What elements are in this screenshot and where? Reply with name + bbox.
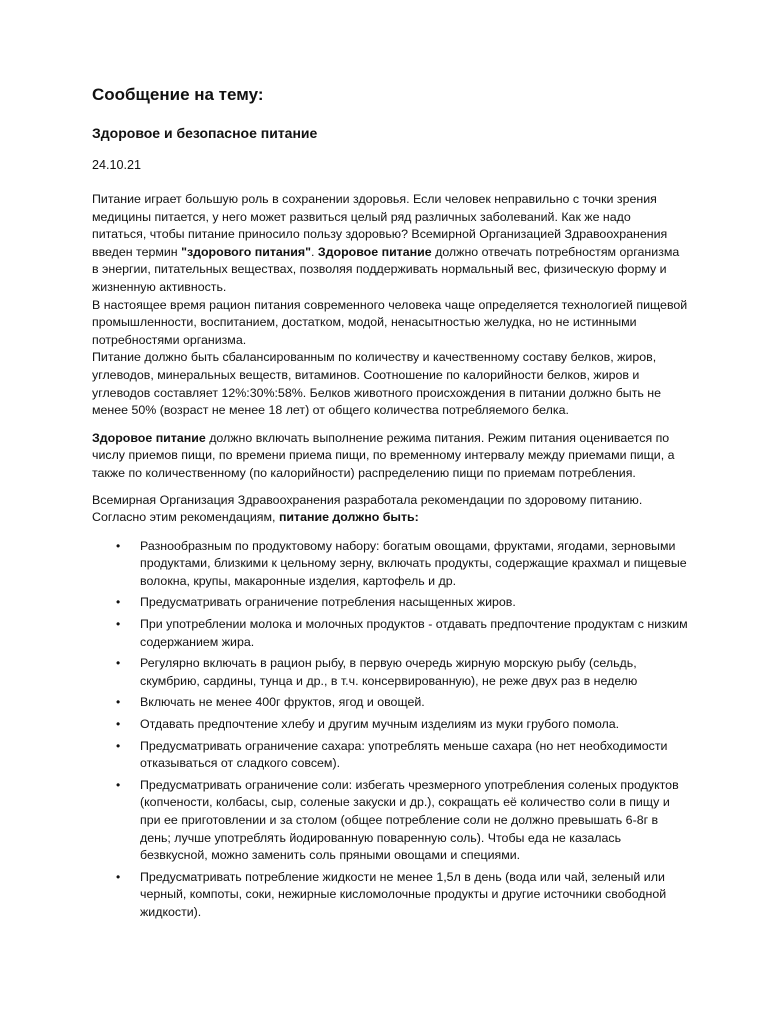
bullet-icon: • (116, 538, 121, 553)
bullet-icon: • (116, 656, 121, 671)
bullet-icon: • (116, 695, 121, 710)
list-item: • Включать не менее 400г фруктов, ягод и овощей. (92, 694, 688, 712)
paragraph-3: Питание должно быть сбалансированным по количеству и качественному составу белков, жиров, углеводов, минеральных веществ, витаминов. Соотношение по калорийности белков, жиров и углеводов составляет 12%:30%:58%. Белков животного происхождения в питании должно быть не менее 50% (возраст не менее 18 лет) от общего количества потребляемого белка. (92, 350, 662, 418)
paragraph-5: Всемирная Организация Здравоохранения разработала рекомендации по здоровому питанию. Согласно этим рекомендациям, питание должно быть: (92, 492, 643, 525)
bullet-icon: • (116, 777, 121, 792)
paragraph-2: В настоящее время рацион питания современного человека чаще определяется технологией пищевой промышленности, воспитанием, достатком, модой, ненасытностью желудка, но не истинными потребностями организма. (92, 297, 688, 347)
document-title: Сообщение на тему: (92, 85, 264, 104)
list-item: • Предусматривать ограничение соли: избегать чрезмерного употребления соленых продуктов (копчености, колбасы, сыр, соленые закуски и др.), сокращать её количество соли в пищу и при ее приготовлении и за столом (общее потребление соли не должно превышать 6-8г в день; лучше употреблять йодированную поваренную соль). Чтобы еда не казалась безвкусной, можно заменить соль пряными овощами и специями. (116, 777, 679, 863)
list-item: • Отдавать предпочтение хлебу и другим мучным изделиям из муки грубого помола. (92, 716, 688, 734)
recommendations-list (92, 538, 688, 922)
document-subtitle: Здоровое и безопасное питание (92, 125, 318, 141)
bullet-icon: • (116, 595, 121, 610)
paragraph-1: Питание играет большую роль в сохранении здоровья. Если человек неправильно с точки зрения медицины питается, у него может развиться целый ряд различных заболеваний. Как же надо питаться, чтобы питание приносило пользу здоровью? Всемирной Организацией Здравоохранения введен термин "здорового питания". Здоровое питание должно отвечать потребностям организма в энергии, питательных веществах, позволяя поддерживать нормальный вес, физическую форму и жизненную активность. (92, 192, 680, 294)
list-item: • Предусматривать ограничение потребления насыщенных жиров. (92, 594, 688, 612)
list-item: • Предусматривать ограничение сахара: употреблять меньше сахара (но нет необходимости отказываться от сладкого совсем). (116, 738, 668, 771)
bullet-icon: • (116, 717, 121, 732)
document-content (92, 84, 688, 926)
paragraph-4: Здоровое питание должно включать выполнение режима питания. Режим питания оценивается по числу приемов пищи, по времени приема пищи, по временному интервалу между приемами пищи, а также по количественному (по калорийности) распределению пищи по приемам потребления. (92, 430, 675, 480)
list-item: • При употреблении молока и молочных продуктов - отдавать предпочтение продуктам с низким содержанием жира. (116, 617, 688, 649)
list-item: • Регулярно включать в рацион рыбу, в первую очередь жирную морскую рыбу (сельдь, скумбрию, сардины, тунца и др., в т.ч. консервированную), не реже двух раз в неделю (116, 656, 638, 688)
list-item: • Разнообразным по продуктовому набору: богатым овощами, фруктами, ягодами, зерновыми продуктами, близкими к цельному зерну, включать продукты, содержащие крахмал и пищевые волокна, крупы, макаронные изделия, картофель и др. (116, 538, 687, 588)
list-item: • Предусматривать потребление жидкости не менее 1,5л в день (вода или чай, зеленый или черный, компоты, соки, нежирные кисломолочные продукты и другие источники свободной жидкости). (116, 869, 667, 919)
bullet-icon: • (116, 617, 121, 632)
document-date: 24.10.21 (92, 158, 142, 172)
intro-block (92, 191, 688, 420)
bullet-icon: • (116, 869, 121, 884)
bullet-icon: • (116, 738, 121, 753)
